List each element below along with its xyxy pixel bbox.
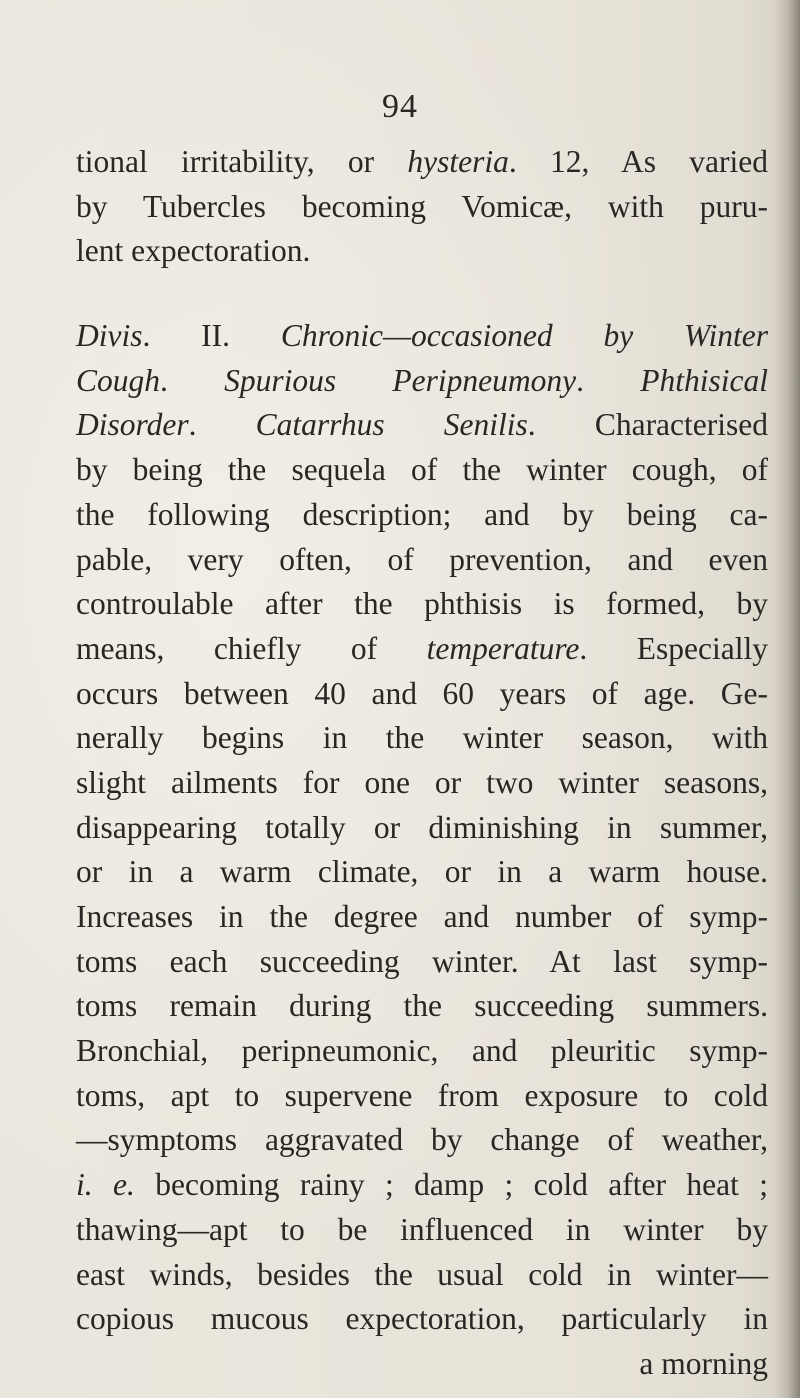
text-line <box>76 1163 768 1208</box>
text-run: . Especially <box>579 630 768 666</box>
text-run: . <box>188 407 256 443</box>
paragraph-gap <box>76 274 768 314</box>
text-run: a morning <box>639 1345 768 1381</box>
text-run: pable, very often, of prevention, and even <box>76 541 768 577</box>
body-text <box>76 140 768 1387</box>
text-run: . <box>576 362 641 398</box>
italic-text-run: i. e. <box>76 1167 135 1203</box>
text-line <box>76 627 768 672</box>
text-line <box>76 582 768 627</box>
text-run: toms each succeeding winter. At last symp- <box>76 943 768 979</box>
text-run: means, chiefly of <box>76 630 427 666</box>
text-run: nerally begins in the winter season, with <box>76 720 768 756</box>
text-line <box>76 850 768 895</box>
text-run: by Tubercles becoming Vomicæ, with puru- <box>76 188 768 224</box>
text-line <box>76 672 768 717</box>
text-line <box>76 1297 768 1342</box>
italic-text-run: hysteria <box>407 144 509 179</box>
text-run: or in a warm climate, or in a warm house. <box>76 854 768 890</box>
italic-text-run: temperature <box>426 630 580 666</box>
text-line <box>76 493 768 538</box>
text-run: copious mucous expectoration, particularly in <box>76 1301 768 1337</box>
text-run: becoming rainy ; damp ; cold after heat ; <box>134 1167 769 1203</box>
page-number: 94 <box>382 88 418 125</box>
text-run: disappearing totally or diminishing in summer, <box>76 809 768 845</box>
text-line <box>76 895 768 940</box>
text-run: occurs between 40 and 60 years of age. Ge- <box>76 675 768 711</box>
text-run: tional irritability, or <box>76 144 408 179</box>
text-run: by being the sequela of the winter cough, of <box>76 452 768 488</box>
italic-text-run: Catarrhus Senilis <box>255 407 528 443</box>
text-run: Bronchial, peripneumonic, and pleuritic symp- <box>76 1033 768 1069</box>
text-line <box>76 940 768 985</box>
italic-text-run: Spurious Peripneumony <box>224 362 577 398</box>
italic-text-run: Cough <box>76 362 161 398</box>
text-line <box>76 448 768 493</box>
text-line <box>76 314 768 359</box>
text-run: . <box>160 362 225 398</box>
text-line <box>76 1253 768 1298</box>
text-run: toms, apt to supervene from exposure to cold <box>76 1077 768 1113</box>
text-line <box>76 140 768 185</box>
text-run: toms remain during the succeeding summers. <box>76 988 768 1024</box>
text-run: lent expectoration. <box>76 233 311 269</box>
text-line <box>76 359 768 404</box>
italic-text-run: Phthisical <box>640 362 769 398</box>
text-run: controulable after the phthisis is formed, by <box>76 586 768 622</box>
text-run: . Characterised <box>527 407 768 443</box>
text-line <box>76 538 768 583</box>
text-run: the following description; and by being ca- <box>76 496 768 532</box>
text-run: thawing—apt to be influenced in winter by <box>76 1211 768 1247</box>
page-edge-shadow <box>774 0 800 1398</box>
text-line <box>76 229 768 274</box>
italic-text-run: Chronic—occasioned by Winter <box>280 318 768 354</box>
text-line <box>76 1118 768 1163</box>
text-run: . II. <box>142 318 281 354</box>
text-run: Increases in the degree and number of symp- <box>76 899 768 934</box>
text-run: . 12, As varied <box>508 144 768 179</box>
text-line <box>76 761 768 806</box>
text-line <box>76 1208 768 1253</box>
text-line <box>76 1029 768 1074</box>
text-run: east winds, besides the usual cold in winter— <box>76 1256 768 1292</box>
text-line <box>76 185 768 230</box>
text-line <box>76 984 768 1029</box>
text-line <box>76 806 768 851</box>
text-run: —symptoms aggravated by change of weather, <box>76 1122 768 1158</box>
text-line <box>76 1074 768 1119</box>
italic-text-run: Divis <box>76 318 143 354</box>
text-line <box>76 403 768 448</box>
text-line <box>76 1342 768 1387</box>
italic-text-run: Disorder <box>76 407 189 443</box>
text-line <box>76 716 768 761</box>
text-run: slight ailments for one or two winter seasons, <box>76 764 768 800</box>
